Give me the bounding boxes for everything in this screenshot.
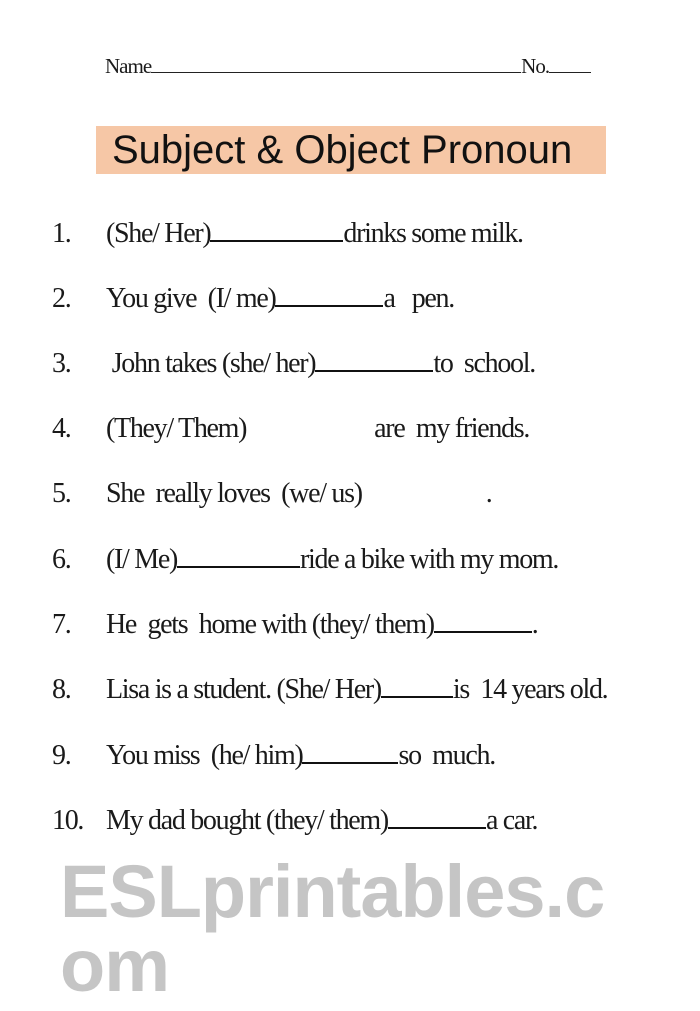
item-number: 7. xyxy=(52,609,71,640)
answer-blank[interactable] xyxy=(434,609,532,633)
number-field[interactable] xyxy=(549,52,591,73)
question-item xyxy=(52,283,454,315)
item-number: 1. xyxy=(52,218,71,249)
item-prompt: John takes (she/ her) xyxy=(106,348,316,379)
answer-blank[interactable] xyxy=(210,218,343,242)
item-prompt: (She/ Her) xyxy=(106,218,211,249)
item-prompt: You miss (he/ him) xyxy=(106,740,303,771)
item-rest: are my friends. xyxy=(374,413,530,444)
answer-blank[interactable] xyxy=(275,283,383,307)
item-rest: to school. xyxy=(433,348,535,379)
item-rest: . xyxy=(485,478,492,509)
item-number: 6. xyxy=(52,544,71,575)
item-rest: a pen. xyxy=(383,283,454,314)
question-item xyxy=(52,740,495,772)
answer-blank[interactable] xyxy=(315,348,433,372)
answer-blank[interactable] xyxy=(362,480,486,502)
question-item xyxy=(52,348,535,380)
answer-blank[interactable] xyxy=(177,544,300,568)
item-prompt: (They/ Them) xyxy=(106,413,247,444)
item-rest: so much. xyxy=(398,740,495,771)
watermark: ESLprintables.com xyxy=(60,850,605,1007)
item-number: 4. xyxy=(52,413,71,444)
item-prompt: My dad bought (they/ them) xyxy=(106,805,388,836)
number-label: No. xyxy=(521,54,550,78)
answer-blank[interactable] xyxy=(246,415,374,437)
name-number-header xyxy=(105,52,591,79)
question-item xyxy=(52,544,558,576)
item-prompt: (I/ Me) xyxy=(106,544,177,575)
name-field[interactable] xyxy=(151,52,521,73)
item-rest: is 14 years old. xyxy=(452,674,608,705)
question-item xyxy=(52,413,529,445)
item-number: 8. xyxy=(52,674,71,705)
worksheet-title: Subject & Object Pronoun xyxy=(96,126,606,174)
answer-blank[interactable] xyxy=(388,805,486,829)
name-label: Name xyxy=(105,54,152,78)
item-number: 2. xyxy=(52,283,71,314)
item-prompt: He gets home with (they/ them) xyxy=(106,609,434,640)
answer-blank[interactable] xyxy=(302,740,398,764)
item-prompt: She really loves (we/ us) xyxy=(106,478,362,509)
item-number: 5. xyxy=(52,478,71,509)
item-prompt: Lisa is a student. (She/ Her) xyxy=(106,674,381,705)
item-rest: ride a bike with my mom. xyxy=(299,544,559,575)
question-item xyxy=(52,218,523,250)
item-number: 9. xyxy=(52,740,71,771)
item-prompt: You give (I/ me) xyxy=(106,283,276,314)
question-item xyxy=(52,609,537,641)
item-number: 3. xyxy=(52,348,71,379)
item-rest: . xyxy=(531,609,538,640)
item-rest: a car. xyxy=(485,805,538,836)
item-rest: drinks some milk. xyxy=(343,218,523,249)
question-item xyxy=(52,805,537,837)
answer-blank[interactable] xyxy=(381,674,453,698)
question-item xyxy=(52,478,491,510)
item-number: 10. xyxy=(52,805,84,836)
question-item xyxy=(52,674,607,706)
